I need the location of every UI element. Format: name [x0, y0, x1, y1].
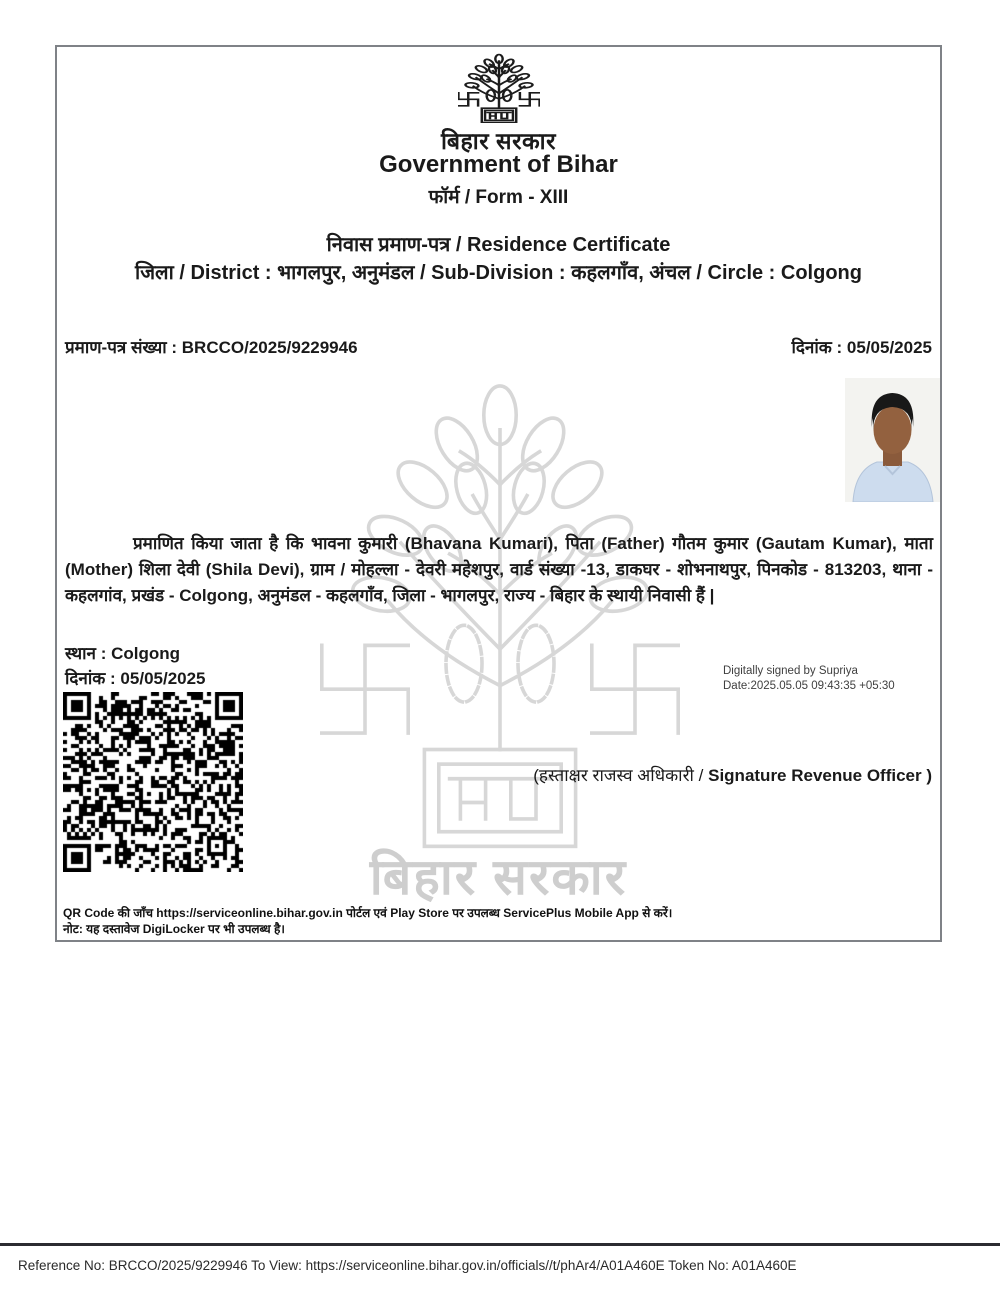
government-name-english: Government of Bihar	[379, 151, 618, 178]
signature-caption	[533, 763, 932, 786]
signature-caption-hindi: (हस्ताक्षर राजस्व अधिकारी /	[533, 766, 709, 785]
digital-signature-signer: Digitally signed by Supriya	[723, 665, 858, 677]
certificate-sheet	[55, 45, 942, 942]
certificate-meta-row	[65, 335, 932, 358]
bihar-emblem-icon	[57, 53, 940, 128]
certificate-statement: प्रमाणित किया जाता है कि भावना कुमारी (Bhavana Kumari), पिता (Father) गौतम कुमार (Gautam Kumar), माता (Mother) शिला देवी (Shila Devi), ग्राम / मोहल्ला - देवरी महेशपुर, वार्ड संख्या -13, डाकघर - शोभनाथपुर, पिनकोड - 813203, थाना - कहलगांव, प्रखंड - Colgong, अनुमंडल - कहलगाँव, जिला - भागलपुर, राज्य - बिहार के स्थायी निवासी हैं |	[65, 534, 933, 605]
applicant-photo	[845, 378, 940, 502]
certificate-number: प्रमाण-पत्र संख्या : BRCCO/2025/9229946	[65, 338, 358, 357]
issue-place-date	[65, 641, 206, 691]
qr-verification-note	[63, 905, 672, 937]
district-subdivision-circle-line: जिला / District : भागलपुर, अनुमंडल / Sub-Division : कहलगाँव, अंचल / Circle : Colgong	[135, 262, 862, 284]
watermark-text: बिहार सरकार	[369, 849, 628, 905]
qr-note-line1: QR Code की जाँच https://serviceonline.bihar.gov.in पोर्टल एवं Play Store पर उपलब्ध ServicePlus Mobile App से करें।	[63, 906, 673, 920]
qr-note-line2: नोट: यह दस्तावेज DigiLocker पर भी उपलब्ध है।	[63, 922, 285, 936]
footer-reference-line: Reference No: BRCCO/2025/9229946 To View: https://serviceonline.bihar.gov.in/officials//t/phAr4/A01A460E Token No: A01A460E	[18, 1258, 797, 1273]
qr-code	[63, 692, 243, 872]
footer-divider	[0, 1243, 1000, 1246]
issue-date: दिनांक : 05/05/2025	[65, 669, 206, 688]
certificate-date: दिनांक : 05/05/2025	[791, 338, 932, 357]
issue-place: स्थान : Colgong	[65, 644, 181, 663]
government-name-hindi: बिहार सरकार	[440, 128, 557, 154]
signature-caption-english: Signature Revenue Officer )	[708, 766, 932, 785]
digital-signature-block	[723, 664, 895, 694]
certificate-title: निवास प्रमाण-पत्र / Residence Certificate	[326, 234, 671, 256]
digital-signature-timestamp: Date:2025.05.05 09:43:35 +05:30	[723, 680, 895, 692]
form-number: फॉर्म / Form - XIII	[428, 187, 569, 208]
